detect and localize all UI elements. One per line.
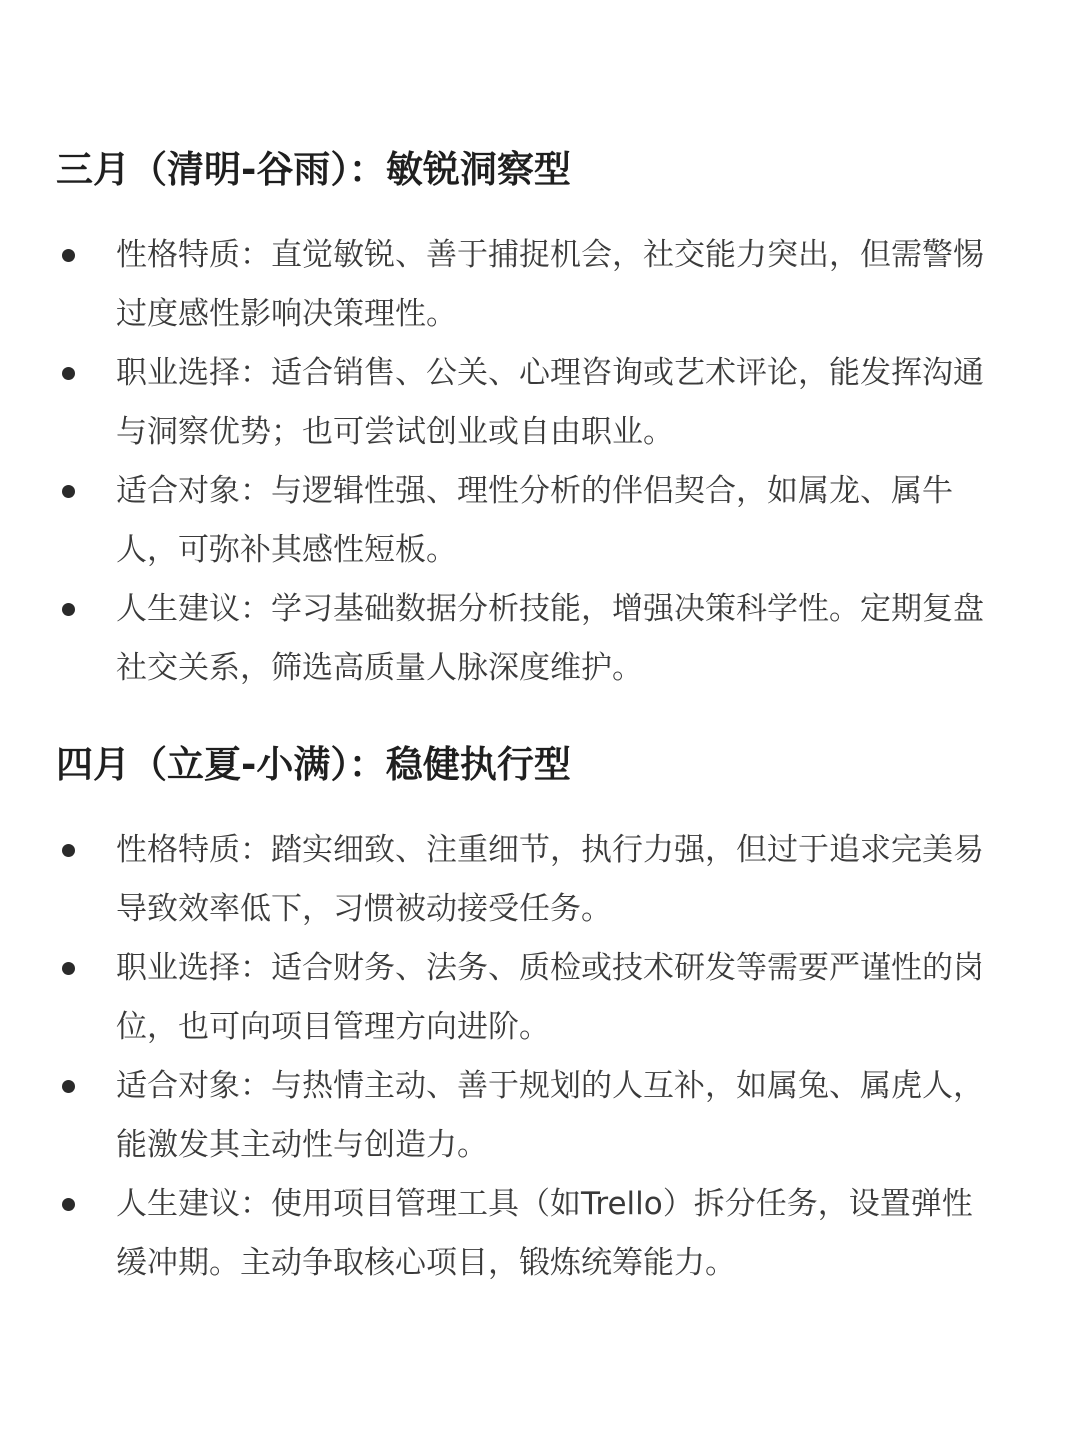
list-item-text: 职业选择：适合销售、公关、心理咨询或艺术评论，能发挥沟通与洞察优势；也可尝试创业或自由职业。 bbox=[116, 355, 984, 450]
list-item-text: 职业选择：适合财务、法务、质检或技术研发等需要严谨性的岗位，也可向项目管理方向进阶。 bbox=[116, 950, 984, 1045]
list-item bbox=[0, 344, 1000, 462]
section-march bbox=[0, 138, 1080, 698]
bullet-dot-icon bbox=[62, 249, 75, 262]
bullet-dot-icon bbox=[62, 844, 75, 857]
list-item bbox=[0, 1057, 1000, 1175]
list-item bbox=[0, 1175, 1000, 1293]
list-item bbox=[0, 462, 1000, 580]
section-heading: 四月（立夏-小满）：稳健执行型 bbox=[56, 743, 571, 786]
bullet-dot-icon bbox=[62, 367, 75, 380]
list-item-text: 人生建议：使用项目管理工具（如Trello）拆分任务，设置弹性缓冲期。主动争取核心项目，锻炼统筹能力。 bbox=[116, 1186, 973, 1281]
list-item bbox=[0, 821, 1000, 939]
bullet-dot-icon bbox=[62, 485, 75, 498]
list-item-text: 人生建议：学习基础数据分析技能，增强决策科学性。定期复盘社交关系，筛选高质量人脉深度维护。 bbox=[116, 591, 984, 686]
bullet-dot-icon bbox=[62, 962, 75, 975]
list-item bbox=[0, 226, 1000, 344]
list-item bbox=[0, 580, 1000, 698]
bullet-list bbox=[0, 821, 1080, 1293]
bullet-dot-icon bbox=[62, 1198, 75, 1211]
list-item-text: 适合对象：与逻辑性强、理性分析的伴侣契合，如属龙、属牛人，可弥补其感性短板。 bbox=[116, 473, 953, 568]
section-heading: 三月（清明-谷雨）：敏锐洞察型 bbox=[56, 148, 571, 191]
bullet-dot-icon bbox=[62, 603, 75, 616]
bullet-list bbox=[0, 226, 1080, 698]
list-item-text: 性格特质：踏实细致、注重细节，执行力强，但过于追求完美易导致效率低下，习惯被动接受任务。 bbox=[116, 832, 984, 927]
list-item bbox=[0, 939, 1000, 1057]
list-item-text: 性格特质：直觉敏锐、善于捕捉机会，社交能力突出，但需警惕过度感性影响决策理性。 bbox=[116, 237, 984, 332]
list-item-text: 适合对象：与热情主动、善于规划的人互补，如属兔、属虎人，能激发其主动性与创造力。 bbox=[116, 1068, 984, 1163]
bullet-dot-icon bbox=[62, 1080, 75, 1093]
section-april bbox=[0, 733, 1080, 1293]
